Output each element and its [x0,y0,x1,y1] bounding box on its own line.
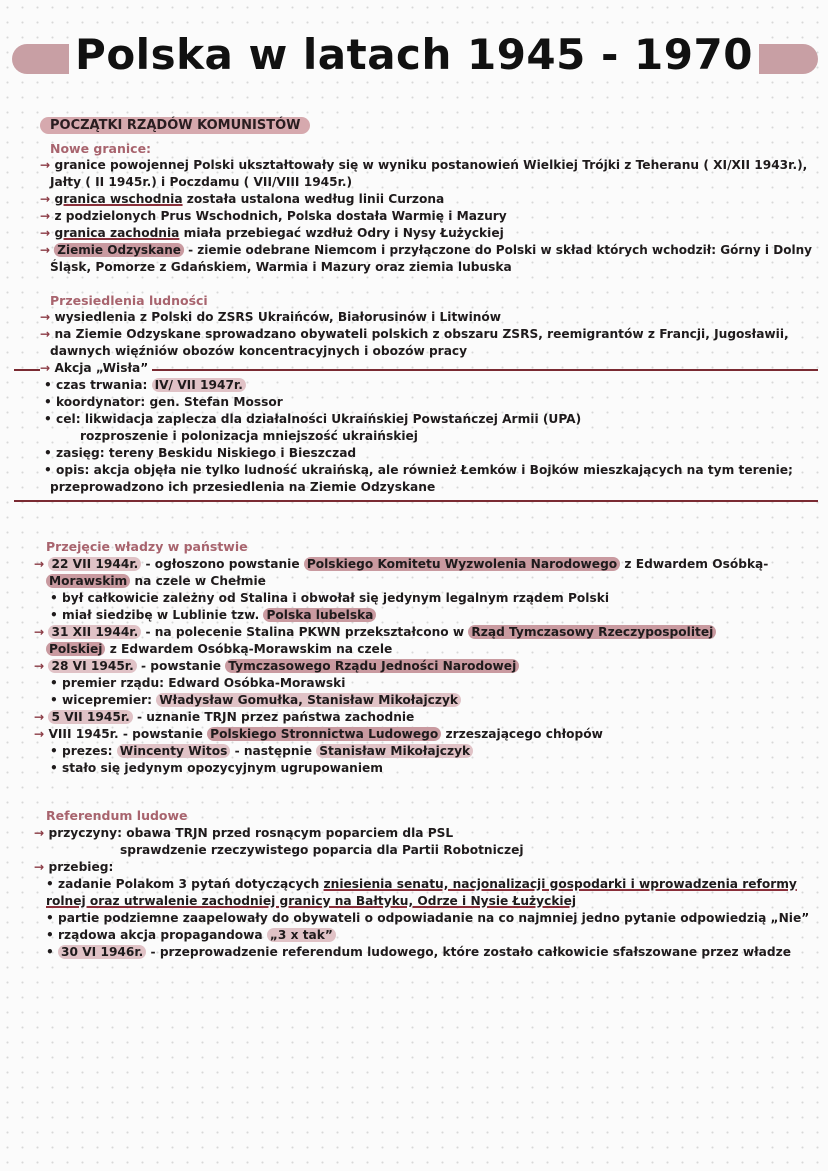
line-akcja-wisla: → Akcja „Wisła” [40,361,152,376]
divider-akcja-wisla-bottom [14,500,818,502]
subheading-nowe-granice: Nowe granice: [50,141,152,156]
line-granica-wschodnia: → granica wschodnia została ustalona według linii Curzona [40,192,445,206]
bullet-wicepremier: • wicepremier: Władysław Gomułka, Stanisław Mikołajczyk [50,693,461,708]
bullet-zalezny: • był całkowicie zależny od Stalina i obwołał się jedynym legalnym rządem Polski [50,591,610,605]
line-rzad-tymczasowy: → 31 XII 1944r. - na polecenie Stalina PKWN przekształcono w Rząd Tymczasowy Rzeczypospolitej [34,625,716,640]
bullet-partie-podziemne: • partie podziemne zaapelowały do obywateli o odpowiadanie na co najmniej jedno pytanie odpowiedzią „Nie” [46,911,810,925]
line-rzad-tymczasowy-b: Polskiej z Edwardem Osóbką-Morawskim na czele [46,642,392,657]
bullet-opis-b: przeprowadzono ich przesiedlenia na Ziemie Odzyskane [50,480,436,494]
bullet-3-pytania-b: rolnej oraz utrwalenie zachodniej granicy na Bałtyku, Odrze i Nysie Łużyckiej [46,894,577,908]
bullet-premier: • premier rządu: Edward Osóbka-Morawski [50,676,346,690]
line-przebieg: → przebieg: [34,860,114,874]
line-przyczyny: → przyczyny: obawa TRJN przed rosnącym poparciem dla PSL [34,826,454,840]
bullet-3-pytania: • zadanie Polakom 3 pytań dotyczących zniesienia senatu, nacjonalizacji gospodarki i wprowadzenia reformy [46,877,797,891]
line-pkwn-b: Morawskim na czele w Chełmie [46,574,266,589]
line-granice-1b: Jałty ( II 1945r.) i Poczdamu ( VII/VIII 1945r.) [50,175,353,189]
line-prusy: → z podzielonych Prus Wschodnich, Polska dostała Warmię i Mazury [40,209,507,223]
bullet-cel: • cel: likwidacja zaplecza dla działalności Ukraińskiej Powstańczej Armii (UPA) [44,412,582,426]
bullet-opozycja: • stało się jedynym opozycyjnym ugrupowaniem [50,761,383,775]
bullet-prezes: • prezes: Wincenty Witos - następnie Stanisław Mikołajczyk [50,744,473,759]
line-psl: → VIII 1945r. - powstanie Polskiego Stronnictwa Ludowego zrzeszającego chłopów [34,727,603,741]
line-pkwn: → 22 VII 1944r. - ogłoszono powstanie Polskiego Komitetu Wyzwolenia Narodowego z Edwardem Osóbką- [34,557,769,571]
subheading-przejecie-wladzy: Przejęcie władzy w państwie [46,539,248,554]
page-title: Polska w latach 1945 - 1970 [0,30,828,79]
bullet-zasieg: • zasięg: tereny Beskidu Niskiego i Bieszczad [44,446,357,460]
bullet-koordynator: • koordynator: gen. Stefan Mossor [44,395,283,409]
bullet-czas-trwania: • czas trwania: IV/ VII 1947r. [44,378,246,393]
line-granice-1: → granice powojennej Polski ukształtowały się w wyniku postanowień Wielkiej Trójki z Teheranu ( XI/XII 1943r.), [40,158,808,172]
section-heading-poczatki: POCZĄTKI RZĄDÓW KOMUNISTÓW [40,117,310,134]
bullet-opis: • opis: akcja objęła nie tylko ludność ukraińską, ale również Łemków i Bojków mieszkających na tym terenie; [44,463,793,477]
line-ziemie-odzyskane-b: Śląsk, Pomorze z Gdańskiem, Warmia i Mazury oraz ziemia lubuska [50,260,512,274]
line-przyczyny-b: sprawdzenie rzeczywistego poparcia dla Partii Robotniczej [120,843,524,857]
bullet-referendum-data: • 30 VI 1946r. - przeprowadzenie referendum ludowego, które zostało całkowicie sfałszowane przez władze [46,945,791,959]
bullet-siedziba: • miał siedzibę w Lublinie tzw. Polska lubelska [50,608,376,623]
line-sprowadzano-b: dawnych więźniów obozów koncentracyjnych i obozów pracy [50,344,468,358]
line-granica-zachodnia: → granica zachodnia miała przebiegać wzdłuż Odry i Nysy Łużyckiej [40,226,504,240]
bullet-cel-b: rozproszenie i polonizacja mniejszość ukraińskiej [80,429,418,443]
line-trjn: → 28 VI 1945r. - powstanie Tymczasowego Rządu Jedności Narodowej [34,659,519,674]
bullet-propaganda: • rządowa akcja propagandowa „3 x tak” [46,928,336,943]
line-ziemie-odzyskane: → Ziemie Odzyskane - ziemie odebrane Niemcom i przyłączone do Polski w skład których wchodził: Górny i Dolny [40,243,813,257]
line-uznanie-trjn: → 5 VII 1945r. - uznanie TRJN przez państwa zachodnie [34,710,415,724]
line-sprowadzano: → na Ziemie Odzyskane sprowadzano obywateli polskich z obszaru ZSRS, reemigrantów z Francji, Jugosławii, [40,327,789,341]
subheading-referendum: Referendum ludowe [46,808,188,823]
subheading-przesiedlenia: Przesiedlenia ludności [50,293,208,308]
line-wysiedlenia: → wysiedlenia z Polski do ZSRS Ukraińców, Białorusinów i Litwinów [40,310,502,324]
